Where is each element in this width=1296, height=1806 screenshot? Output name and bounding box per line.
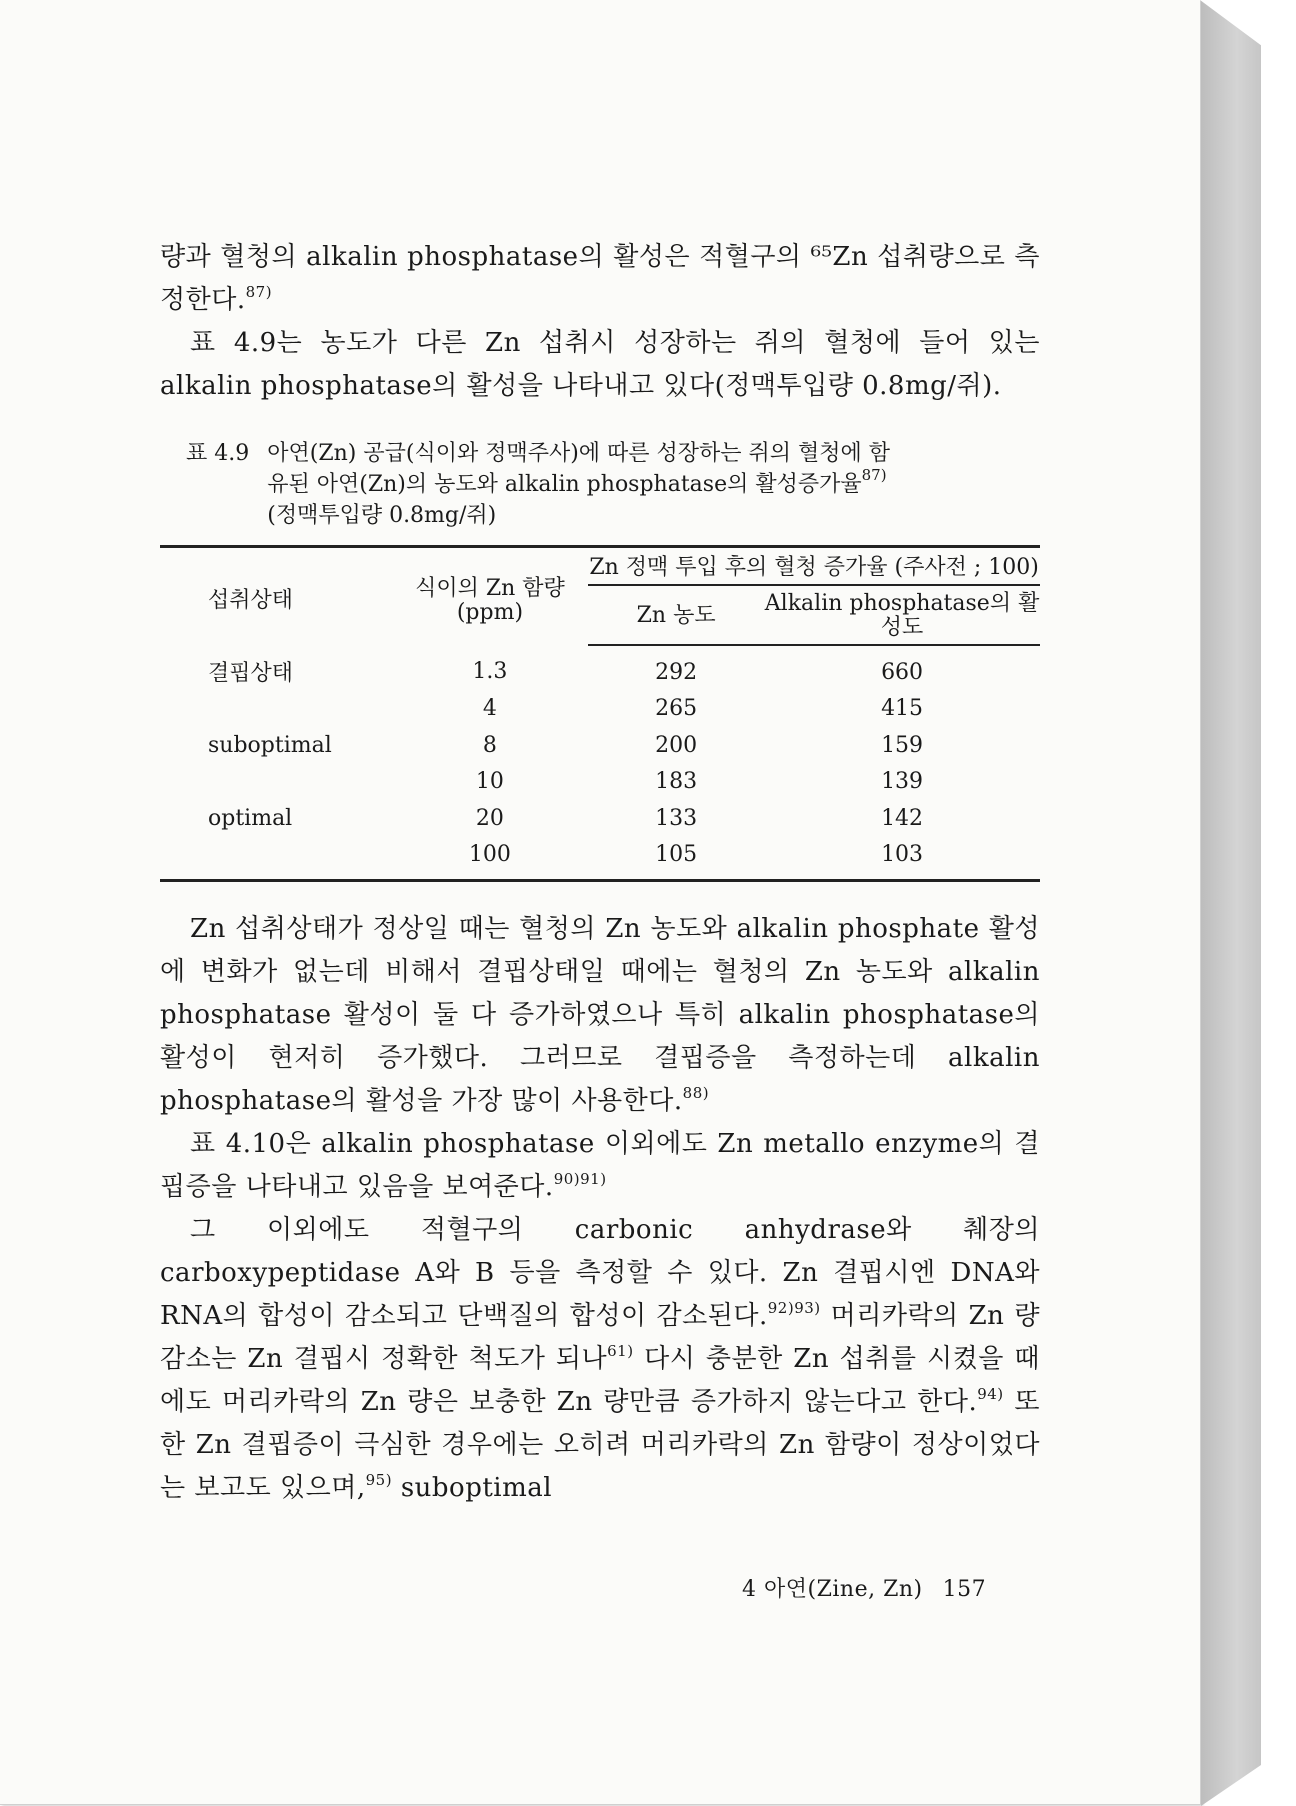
page-footer [742,1572,986,1603]
reference-mark: 87) [861,466,887,484]
paragraph-2: 표 4.9는 농도가 다른 Zn 섭취시 성장하는 쥐의 혈청에 들어 있는 alkalin phosphatase의 활성을 나타내고 있다(정맥투입량 0.8mg/쥐). [160,328,1040,401]
paragraph-4: 표 4.10은 alkalin phosphatase 이외에도 Zn metallo enzyme의 결핍증을 나타내고 있음을 보여준다.$^{90)91)}$ [160,1129,1040,1202]
table-row: 4 265 415 [482,696,924,722]
reference-mark: 87) [245,283,273,301]
table-row: optimal 20 133 142 [208,805,924,831]
table-number: 표 4.9 [186,441,250,466]
paragraph-3: Zn 섭취상태가 정상일 때는 혈청의 Zn 농도와 alkalin phosphate 활성에 변화가 없는데 비해서 결핍상태일 때에는 혈청의 Zn 농도와 alkalin phosphatase 활성이 둘 다 증가하였으나 특히 alkalin phosphatase의 활성이 현저히 증가했다. 그러므로 결핍증을 측정하는데 alkalin phosphatase의 활성을 가장 많이 사용한다.$^{88)}$ [160,914,1040,1116]
header-alkalin-activity: Alkalin phosphatase의 활성도 [764,585,1040,645]
header-zn-concentration: Zn 농도 [588,585,764,645]
book-page-edge [1201,0,1261,1806]
header-intake-state: 섭취상태 [160,547,392,646]
header-group-increase: Zn 정맥 투입 후의 혈청 증가율 (주사전 ; 100) [588,547,1040,586]
table-caption-text: 아연(Zn) 공급(식이와 정맥주사)에 따른 성장하는 쥐의 혈청에 함유된 아연(Zn)의 농도와 alkalin phosphatase의 활성증가율$^{87)}$ (정맥투입량 0.8mg/쥐) [267,441,891,528]
paragraph-1: 량과 혈청의 alkalin phosphatase의 활성은 적혈구의 ⁶⁵Zn 섭취량으로 측정한다.$^{87)}$ [160,242,1040,315]
table-caption [186,438,1040,531]
table-row: 10 183 139 [475,769,924,795]
reference-mark: 88) [682,1084,710,1102]
page-number: 157 [942,1577,987,1602]
page-content [160,236,1040,1510]
table-row: 100 105 103 [160,837,1040,881]
running-title: 4 아연(Zine, Zn) [742,1577,923,1602]
reference-mark: 61) [607,1342,634,1360]
reference-mark: 90)91) [553,1170,607,1188]
reference-mark: 92)93) [767,1299,821,1317]
paragraph-5: 그 이외에도 적혈구의 carbonic anhydrase와 췌장의 carboxypeptidase A와 B 등을 측정할 수 있다. Zn 결핍시엔 DNA와 RNA의 합성이 감소되고 단백질의 합성이 감소된다.$^{92)93)}$ 머리카락의 Zn 량 감소는 Zn 결핍시 정확한 척도가 되나$^{61)}$ 다시 충분한 Zn 섭취를 시켰을 때에도 머리카락의 Zn 량은 보충한 Zn 량만큼 증가하지 않는다고 한다.$^{94)}$ 또한 Zn 결핍증이 극심한 경우에는 오히려 머리카락의 Zn 함량이 정상이었다는 보고도 있으며,$^{95)}$ suboptimal [160,1215,1041,1503]
reference-mark: 95) [365,1471,393,1489]
header-diet-zn: 식이의 Zn 함량 (ppm) [392,547,588,646]
reference-mark: 94) [977,1385,1004,1403]
data-table [160,545,1040,882]
table-row: suboptimal 8 200 159 [208,732,924,758]
table-row: 결핍상태 1.3 292 660 [208,659,924,687]
